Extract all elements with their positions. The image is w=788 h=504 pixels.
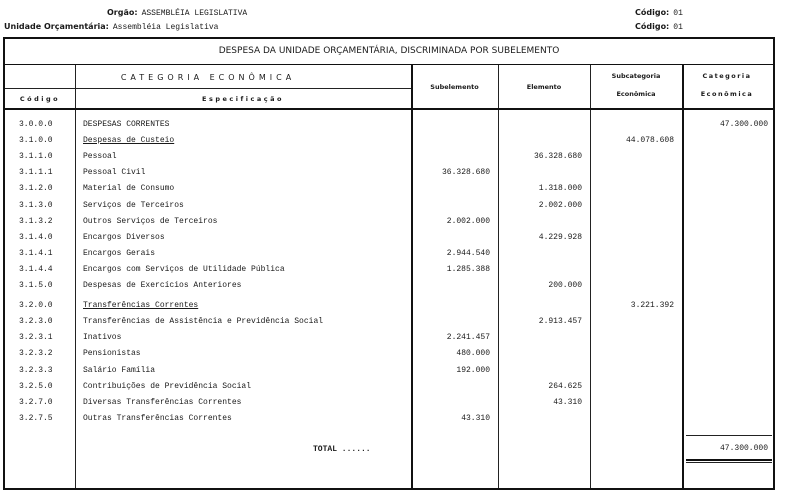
row-subelemento: 2.241.457 — [446, 333, 490, 343]
row-elemento: 4.229.928 — [538, 232, 582, 242]
row-code: 3.0.0.0 — [19, 120, 53, 129]
subcategoria-header-1: Subcategoria — [611, 72, 661, 80]
row-subelemento: 1.285.388 — [446, 264, 490, 274]
row-code: 3.2.3.0 — [19, 317, 53, 327]
row-subelemento: 2.002.000 — [446, 216, 490, 226]
row-description: Outros Serviços de Terceiros — [83, 216, 218, 226]
row-elemento: 2.002.000 — [538, 200, 582, 210]
row-description: Encargos Diversos — [83, 232, 165, 242]
row-description: Pensionistas — [83, 349, 141, 359]
row-description: Salário Família — [83, 365, 156, 375]
row-elemento: 200.000 — [548, 281, 582, 290]
row-description: Encargos Gerais — [83, 248, 156, 258]
row-code: 3.1.3.0 — [19, 200, 53, 210]
row-description: DESPESAS CORRENTES — [83, 120, 170, 129]
subelemento-header: Subelemento — [430, 83, 479, 91]
unidade-line — [4, 22, 218, 32]
row-elemento: 1.318.000 — [538, 184, 582, 194]
row-description: Serviços de Terceiros — [83, 200, 184, 210]
col-divider-especificacao — [411, 65, 413, 488]
categoria-col-header-2: Econômica — [700, 90, 754, 98]
row-description: Despesas de Custeio — [83, 136, 175, 146]
orgao-value: ASSEMBLÉIA LEGISLATIVA — [141, 9, 248, 18]
row-elemento: 264.625 — [548, 381, 582, 391]
row-code: 3.2.7.5 — [19, 413, 53, 423]
codigo-label-2: Código: — [635, 22, 670, 31]
row-subelemento: 480.000 — [456, 349, 490, 359]
codigo-value-1: 01 — [673, 9, 683, 18]
categoria-col-header-1: Categoria — [702, 72, 752, 80]
row-code: 3.1.1.1 — [19, 168, 53, 178]
codigo-header: Código — [19, 95, 61, 103]
row-subcategoria: 3.221.392 — [630, 301, 674, 311]
row-code: 3.2.3.1 — [19, 333, 53, 343]
row-description: Diversas Transferências Correntes — [83, 397, 242, 407]
row-subelemento: 2.944.540 — [446, 248, 490, 258]
row-subelemento: 192.000 — [456, 365, 490, 375]
col-divider-elemento — [590, 65, 591, 488]
row-description: Transferências de Assistência e Previdência Social — [83, 317, 324, 327]
row-elemento: 43.310 — [553, 397, 582, 407]
row-elemento: 36.328.680 — [533, 152, 582, 162]
codigo-value-2: 01 — [673, 23, 683, 32]
row-description: Contribuições de Previdência Social — [83, 381, 252, 391]
subcategoria-header-2: Econômica — [616, 90, 656, 98]
row-elemento: 2.913.457 — [538, 317, 582, 327]
codigo-line-1 — [635, 8, 683, 18]
row-description: Outras Transferências Correntes — [83, 413, 232, 423]
row-code: 3.1.4.1 — [19, 248, 53, 258]
row-code: 3.2.7.0 — [19, 397, 53, 407]
row-description: Encargos com Serviços de Utilidade Pública — [83, 264, 285, 274]
orgao-label: Orgão: — [107, 8, 138, 17]
row-code: 3.2.3.2 — [19, 349, 53, 359]
budget-table — [3, 37, 775, 490]
col-divider-subelemento — [498, 65, 499, 488]
especificacao-header: Especificação — [202, 95, 284, 103]
total-underline-2 — [686, 462, 772, 463]
row-code: 3.1.4.4 — [19, 264, 53, 274]
row-code: 3.1.3.2 — [19, 216, 53, 226]
row-description: Pessoal — [83, 152, 117, 162]
col-divider-codigo — [75, 65, 76, 488]
total-label: TOTAL ...... — [313, 445, 371, 454]
row-code: 3.1.1.0 — [19, 152, 53, 162]
total-value: 47.300.000 — [719, 444, 768, 453]
orgao-line — [107, 8, 247, 18]
row-description: Pessoal Civil — [83, 168, 146, 178]
row-description: Despesas de Exercícios Anteriores — [83, 281, 242, 290]
row-code: 3.1.5.0 — [19, 281, 53, 290]
row-code: 3.2.0.0 — [19, 301, 53, 311]
row-code: 3.1.4.0 — [19, 232, 53, 242]
row-code: 3.1.0.0 — [19, 136, 53, 146]
unidade-value: Assembléia Legislativa — [112, 23, 219, 32]
header-split-line — [5, 88, 411, 89]
unidade-label: Unidade Orçamentária: — [4, 22, 109, 31]
row-code: 3.2.3.3 — [19, 365, 53, 375]
total-underline-1 — [686, 459, 772, 461]
row-description: Inativos — [83, 333, 122, 343]
row-description: Material de Consumo — [83, 184, 175, 194]
row-description: Transferências Correntes — [83, 301, 199, 311]
row-subelemento: 43.310 — [461, 413, 490, 423]
row-subelemento: 36.328.680 — [441, 168, 490, 178]
row-categoria: 47.300.000 — [719, 120, 768, 129]
categoria-economica-header: CATEGORIA ECONÔMICA — [120, 73, 296, 82]
row-subcategoria: 44.078.608 — [625, 136, 674, 146]
total-top-rule — [686, 435, 772, 436]
codigo-label-1: Código: — [635, 8, 670, 17]
header-bottom-line — [5, 108, 773, 110]
row-code: 3.1.2.0 — [19, 184, 53, 194]
row-code: 3.2.5.0 — [19, 381, 53, 391]
elemento-header: Elemento — [526, 83, 562, 91]
codigo-line-2 — [635, 22, 683, 32]
table-title: DESPESA DA UNIDADE ORÇAMENTÁRIA, DISCRIMINADA POR SUBELEMENTO — [5, 39, 773, 65]
